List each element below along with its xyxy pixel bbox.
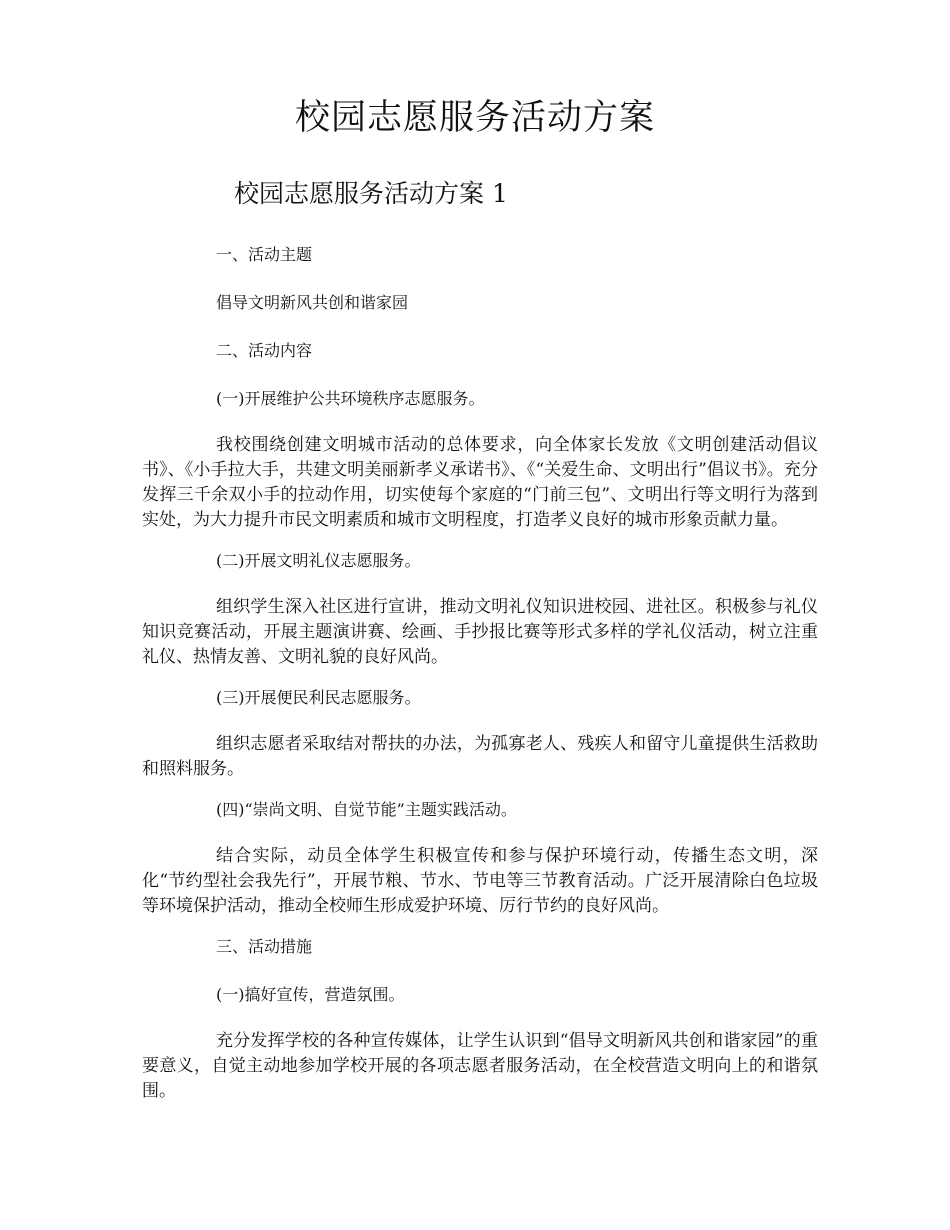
theme-slogan: 倡导文明新风共创和谐家园 — [216, 293, 409, 312]
document-body — [142, 241, 818, 1118]
document-title: 校园志愿服务活动方案 — [294, 98, 655, 138]
subheading-convenience: (三)开展便民利民志愿服务。 — [216, 688, 421, 707]
subheading-public-order: (一)开展维护公共环境秩序志愿服务。 — [216, 389, 485, 408]
subheading-publicity: (一)搞好宣传，营造氛围。 — [216, 985, 405, 1004]
heading-activity-content: 二、活动内容 — [216, 341, 313, 360]
paragraph-publicity: 充分发挥学校的各种宣传媒体，让学生认识到“倡导文明新风共创和谐家园”的重要意义，自觉主动地参加学校开展的各项志愿者服务活动，在全校营造文明向上的和谐氛围。 — [142, 1031, 818, 1101]
paragraph-convenience: 组织志愿者采取结对帮扶的办法，为孤寡老人、残疾人和留守儿童提供生活救助和照料服务。 — [142, 734, 818, 779]
paragraph-etiquette: 组织学生深入社区进行宣讲，推动文明礼仪知识进校园、进社区。积极参与礼仪知识竞赛活动，开展主题演讲赛、绘画、手抄报比赛等形式多样的学礼仪活动，树立注重礼仪、热情友善、文明礼貌的良好风尚。 — [142, 597, 818, 667]
paragraph-public-order: 我校围绕创建文明城市活动的总体要求，向全体家长发放《文明创建活动倡议书》、《小手拉大手，共建文明美丽新孝义承诺书》、《“关爱生命、文明出行”倡议书》。充分发挥三千余双小手的拉动作用，切实使每个家庭的“门前三包”、文明出行等文明行为落到实处，为大力提升市民文明素质和城市文明程度，打造孝义良好的城市形象贡献力量。 — [142, 435, 818, 530]
heading-activity-measures: 三、活动措施 — [216, 937, 313, 956]
heading-activity-theme: 一、活动主题 — [216, 245, 313, 264]
subheading-energy-saving: (四)“崇尚文明、自觉节能”主题实践活动。 — [216, 800, 517, 819]
subheading-etiquette: (二)开展文明礼仪志愿服务。 — [216, 551, 421, 570]
section-title: 校园志愿服务活动方案 1 — [234, 179, 508, 208]
paragraph-energy-saving: 结合实际，动员全体学生积极宣传和参与保护环境行动，传播生态文明，深化“节约型社会我先行”，开展节粮、节水、节电等三节教育活动。广泛开展清除白色垃圾等环境保护活动，推动全校师生形成爱护环境、厉行节约的良好风尚。 — [142, 846, 818, 916]
